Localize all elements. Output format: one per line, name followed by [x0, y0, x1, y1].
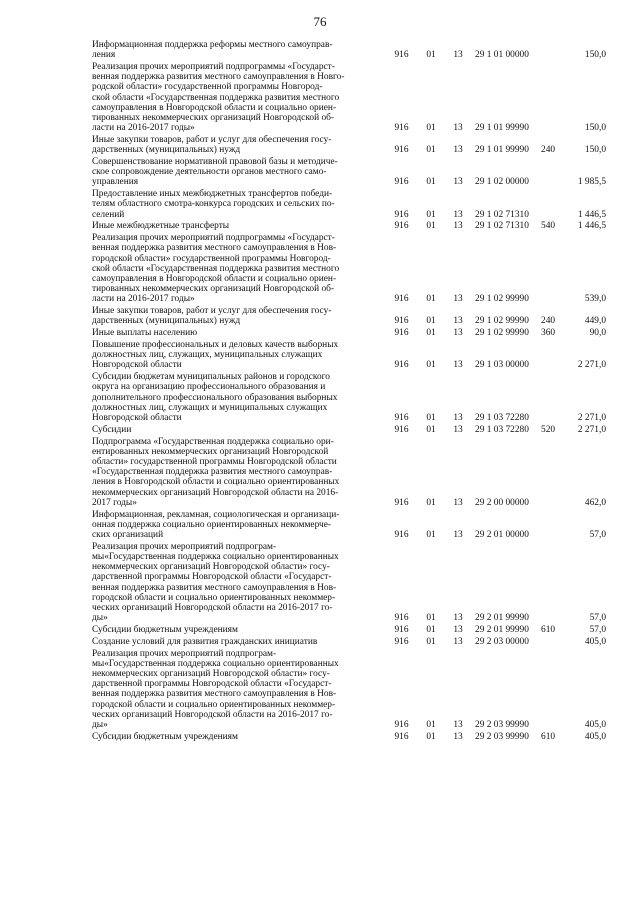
table-row: [92, 425, 606, 437]
section-code: 01: [426, 636, 436, 647]
target-article-code: 29 2 00 00000: [475, 497, 529, 508]
amount: 539,0: [584, 294, 606, 305]
subsection-code: 13: [453, 613, 463, 624]
target-article-code: 29 1 01 99990: [475, 145, 529, 156]
target-article-code: 29 1 02 00000: [475, 177, 529, 188]
subsection-code: 13: [453, 720, 463, 731]
target-article-code: 29 1 03 72280: [475, 413, 529, 424]
table-row: [92, 328, 606, 340]
line-item-name: Субсидии: [92, 424, 132, 435]
section-code: 01: [426, 613, 436, 624]
subsection-code: 13: [453, 328, 463, 339]
subsection-code: 13: [453, 50, 463, 61]
amount: 57,0: [589, 613, 606, 624]
ministry-code: 916: [394, 497, 409, 508]
expense-type-code: [541, 637, 569, 649]
ministry-code: 916: [394, 636, 409, 647]
subsection-code: 13: [453, 636, 463, 647]
amount: 57,0: [589, 625, 606, 636]
subsection-code: 13: [453, 497, 463, 508]
budget-table-body: [92, 40, 606, 744]
table-row: [92, 372, 606, 425]
line-item-name: Реализация прочих мероприятий подпрограм- мы«Государственная поддержка социально ориентированных некоммерческих организаций Новгородской области» госу- дарственной программы Новгородской области «Государст- венная поддержка развития местного самоуправления в Нов- городской области и социально ориентированных некоммер- ческих организаций Новгородской области на 2016-2017 го- ды»: [92, 648, 339, 731]
amount: 449,0: [584, 316, 606, 327]
subsection-code: 13: [453, 316, 463, 327]
ministry-code: 916: [394, 145, 409, 156]
table-row: [92, 62, 606, 135]
line-item-name: Информационная, рекламная, социологическая и организаци- онная поддержка социально ориентированных некоммерче- ских организаций: [92, 509, 340, 541]
ministry-code: 916: [394, 530, 409, 541]
target-article-code: 29 2 01 00000: [475, 530, 529, 541]
ministry-code: 916: [394, 209, 409, 220]
target-article-code: 29 2 03 99990: [475, 731, 529, 742]
target-article-code: 29 2 01 99990: [475, 613, 529, 624]
section-code: 01: [426, 145, 436, 156]
section-code: 01: [426, 221, 436, 232]
subsection-code: 13: [453, 530, 463, 541]
subsection-code: 13: [453, 424, 463, 435]
ministry-code: 916: [394, 720, 409, 731]
target-article-code: 29 1 02 71310: [475, 221, 529, 232]
table-row: [92, 542, 606, 625]
table-row: [92, 40, 606, 62]
target-article-code: 29 1 02 71310: [475, 209, 529, 220]
section-code: 01: [426, 731, 436, 742]
subsection-code: 13: [453, 145, 463, 156]
table-row: [92, 625, 606, 637]
expense-type-code: 540: [541, 221, 556, 232]
ministry-code: 916: [394, 360, 409, 371]
line-item-name: Информационная поддержка реформы местного самоуправ- ления: [92, 40, 333, 61]
expense-type-code: [541, 649, 569, 732]
subsection-code: 13: [453, 209, 463, 220]
ministry-code: 916: [394, 328, 409, 339]
expense-type-code: [541, 372, 569, 425]
line-item-name: Совершенствование нормативной правовой базы и методиче- ское сопровождение деятельности органов местного само- управления: [92, 157, 338, 188]
section-code: 01: [426, 625, 436, 636]
line-item-name: Субсидии бюджетным учреждениям: [92, 625, 238, 636]
amount: 1 985,5: [577, 177, 606, 188]
section-code: 01: [426, 177, 436, 188]
ministry-code: 916: [394, 316, 409, 327]
expense-type-code: 610: [541, 731, 556, 742]
expense-type-code: [541, 510, 569, 542]
page-number: 76: [313, 14, 327, 29]
line-item-name: Субсидии бюджетным учреждениям: [92, 731, 238, 742]
amount: 90,0: [589, 328, 606, 339]
amount: 405,0: [584, 636, 606, 647]
line-item-name: Реализация прочих мероприятий подпрограммы «Государст- венная поддержка развития местного самоуправления в Нов- городской области» государственной программы Новгород- ской области «Государственная поддержка развития местного самоуправления в Новгородской области и социально ориен- тированных некоммерческих организаций Новгородской об- ласти на 2016-2017 годы»: [92, 233, 340, 305]
table-row: [92, 233, 606, 306]
amount: 2 271,0: [577, 413, 606, 424]
expense-type-code: [541, 40, 569, 62]
subsection-code: 13: [453, 221, 463, 232]
amount: 405,0: [584, 720, 606, 731]
subsection-code: 13: [453, 731, 463, 742]
table-row: [92, 340, 606, 372]
ministry-code: 916: [394, 177, 409, 188]
ministry-code: 916: [394, 613, 409, 624]
section-code: 01: [426, 316, 436, 327]
section-code: 01: [426, 530, 436, 541]
ministry-code: 916: [394, 123, 409, 134]
section-code: 01: [426, 50, 436, 61]
budget-table: [92, 40, 606, 744]
expense-type-code: [541, 189, 569, 221]
subsection-code: 13: [453, 294, 463, 305]
subsection-code: 13: [453, 625, 463, 636]
ministry-code: 916: [394, 625, 409, 636]
table-row: [92, 135, 606, 157]
target-article-code: 29 2 03 00000: [475, 636, 529, 647]
subsection-code: 13: [453, 413, 463, 424]
line-item-name: Субсидии бюджетам муниципальных районов и городского округа на организацию профессионального образования и дополнительного профессионального образования выборных должностных лиц, служащих и муниципальных служащих Новгородской области: [92, 372, 338, 424]
table-row: [92, 649, 606, 732]
subsection-code: 13: [453, 360, 463, 371]
table-row: [92, 637, 606, 649]
amount: 150,0: [584, 145, 606, 156]
amount: 2 271,0: [577, 424, 606, 435]
line-item-name: Иные выплаты населению: [92, 328, 198, 339]
section-code: 01: [426, 328, 436, 339]
expense-type-code: [541, 340, 569, 372]
expense-type-code: [541, 157, 569, 189]
line-item-name: Повышение профессиональных и деловых качеств выборных должностных лиц, служащих, муниципальных служащих Новгородской области: [92, 340, 339, 371]
target-article-code: 29 2 03 99990: [475, 720, 529, 731]
amount: 150,0: [584, 123, 606, 134]
amount: 405,0: [584, 731, 606, 742]
section-code: 01: [426, 123, 436, 134]
target-article-code: 29 1 02 99990: [475, 316, 529, 327]
subsection-code: 13: [453, 123, 463, 134]
expense-type-code: [541, 233, 569, 306]
expense-type-code: 240: [541, 145, 556, 156]
table-row: [92, 306, 606, 328]
target-article-code: 29 1 02 99990: [475, 294, 529, 305]
ministry-code: 916: [394, 731, 409, 742]
expense-type-code: [541, 542, 569, 625]
section-code: 01: [426, 413, 436, 424]
expense-type-code: [541, 437, 569, 510]
table-row: [92, 732, 606, 744]
table-row: [92, 189, 606, 221]
expense-type-code: 360: [541, 328, 556, 339]
table-row: [92, 157, 606, 189]
amount: 462,0: [584, 497, 606, 508]
target-article-code: 29 1 01 99990: [475, 123, 529, 134]
target-article-code: 29 1 03 72280: [475, 424, 529, 435]
ministry-code: 916: [394, 50, 409, 61]
line-item-name: Иные закупки товаров, работ и услуг для обеспечения госу- дарственных (муниципальных) нужд: [92, 135, 332, 156]
line-item-name: Реализация прочих мероприятий подпрограм- мы«Государственная поддержка социально ориентированных некоммерческих организаций Новгородской области» госу- дарственной программы Новгородской области «Государст- венная поддержка развития местного самоуправления в Нов- городской области и социально ориентированных некоммер- ческих организаций Новгородской области на 2016-2017 го- ды»: [92, 541, 339, 624]
expense-type-code: [541, 62, 569, 135]
expense-type-code: 520: [541, 424, 556, 435]
table-row: [92, 221, 606, 233]
line-item-name: Подпрограмма «Государственная поддержка социально ори- ентированных некоммерческих организаций Новгородской области» государственной программы Новгородской области «Государственная поддержка развития местного самоуправ- ления в Новгородской области и социально ориентированных некоммерческих организаций Новгородской области на 2016- 2017 годы»: [92, 436, 340, 508]
target-article-code: 29 1 03 00000: [475, 360, 529, 371]
line-item-name: Создание условий для развития гражданских инициатив: [92, 636, 318, 647]
section-code: 01: [426, 294, 436, 305]
ministry-code: 916: [394, 221, 409, 232]
target-article-code: 29 1 01 00000: [475, 50, 529, 61]
ministry-code: 916: [394, 424, 409, 435]
amount: 1 446,5: [577, 209, 606, 220]
ministry-code: 916: [394, 294, 409, 305]
line-item-name: Иные закупки товаров, работ и услуг для обеспечения госу- дарственных (муниципальных) нужд: [92, 306, 332, 327]
line-item-name: Предоставление иных межбюджетных трансфертов победи- телям областного смотра-конкурса городских и сельских по- селений: [92, 189, 335, 220]
expense-type-code: 610: [541, 625, 556, 636]
amount: 2 271,0: [577, 360, 606, 371]
amount: 57,0: [589, 530, 606, 541]
expense-type-code: 240: [541, 316, 556, 327]
subsection-code: 13: [453, 177, 463, 188]
target-article-code: 29 2 01 99990: [475, 625, 529, 636]
table-row: [92, 437, 606, 510]
section-code: 01: [426, 209, 436, 220]
line-item-name: Реализация прочих мероприятий подпрограммы «Государст- венная поддержка развития местного самоуправления в Новго- родской области» государственной программы Новгород- ской области «Государственная поддержка развития местного самоуправления в Новгородской области и социально ориен- тированных некоммерческих организаций Новгородской об- ласти на 2016-2017 годы»: [92, 62, 345, 134]
target-article-code: 29 1 02 99990: [475, 328, 529, 339]
section-code: 01: [426, 720, 436, 731]
section-code: 01: [426, 497, 436, 508]
section-code: 01: [426, 424, 436, 435]
amount: 150,0: [584, 50, 606, 61]
line-item-name: Иные межбюджетные трансферты: [92, 221, 230, 232]
section-code: 01: [426, 360, 436, 371]
amount: 1 446,5: [577, 221, 606, 232]
table-row: [92, 510, 606, 542]
ministry-code: 916: [394, 413, 409, 424]
